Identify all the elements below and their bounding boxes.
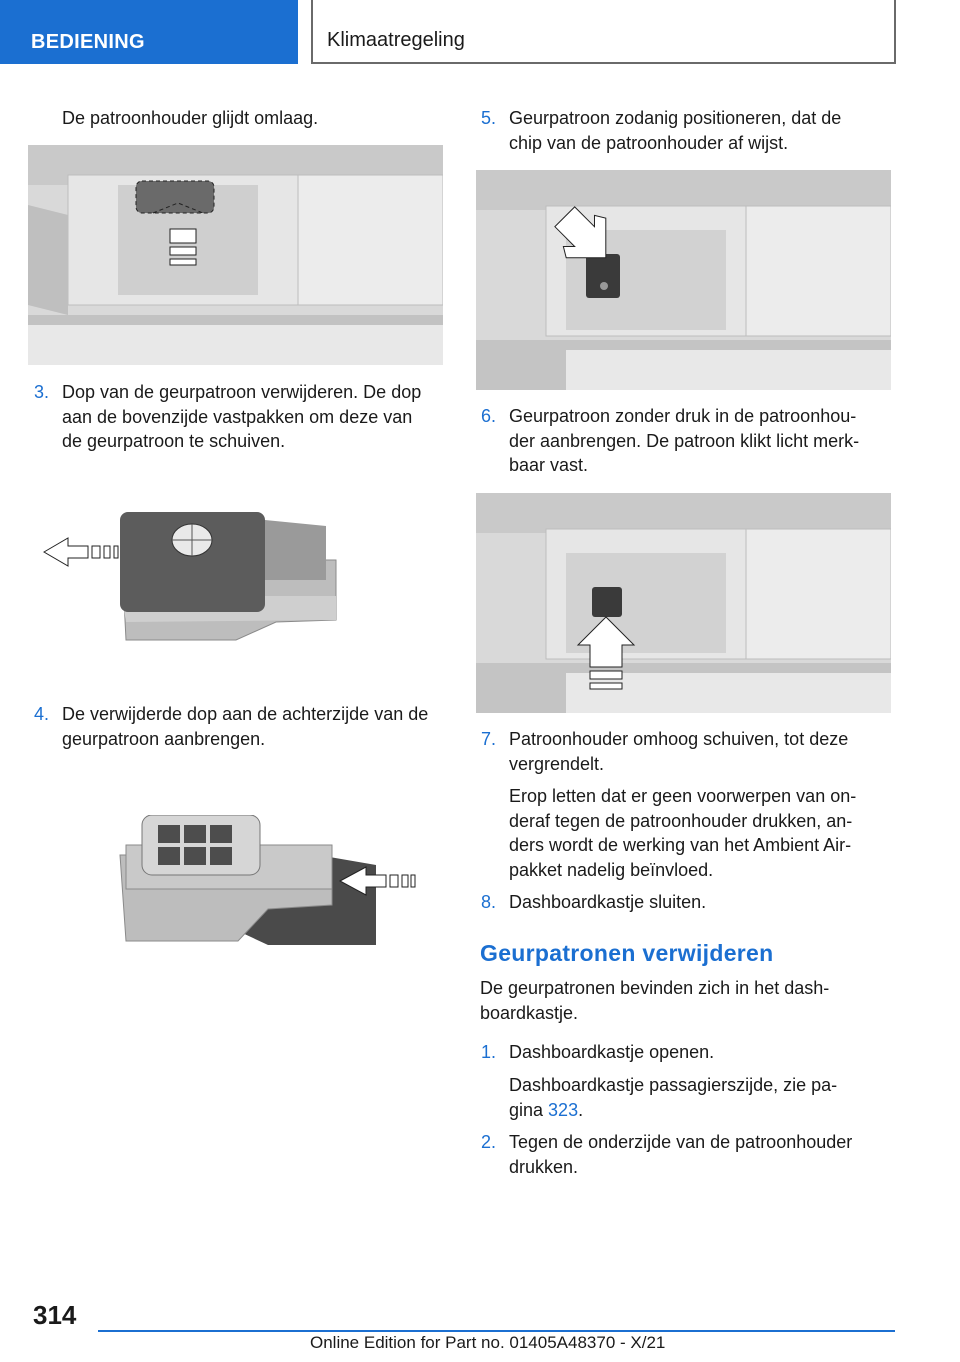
step-number: 2. (481, 1132, 497, 1152)
page-number: 314 (33, 1300, 77, 1330)
step-text: Dop van de geurpatroon verwijderen. De dop aan de bovenzijde vastpakken om deze van de geurpatroon te schuiven. (62, 382, 422, 451)
step-number: 1. (481, 1042, 497, 1062)
step-text: Dashboardkastje openen. (509, 1042, 715, 1062)
figure-position-cartridge (476, 170, 891, 390)
section-tab: BEDIENING (0, 0, 298, 64)
step-text: Dashboardkastje sluiten. (509, 892, 707, 912)
step-text: Geurpatroon zodanig positioneren, dat de chip van de patroonhouder af wijst. (509, 108, 842, 153)
figure-insert-cartridge (476, 493, 891, 713)
chapter-title: Klimaatregeling (311, 0, 896, 64)
step-number: 8. (481, 892, 497, 912)
step-text: De verwijderde dop aan de achterzijde van de geurpatroon aanbrengen. (62, 704, 429, 749)
step-number: 5. (481, 108, 497, 128)
figure-remove-cap (36, 500, 346, 650)
step-note: Erop letten dat er geen voorwerpen van on- deraf tegen de patroonhouder drukken, an- ders wordt de werking van het Ambient Air- pakket nadelig beïnvloed. (509, 786, 857, 880)
step-text: Geurpatroon zonder druk in de patroonhou- der aanbrengen. De patroon klikt licht merk- baar vast. (509, 406, 860, 475)
step-note: Dashboardkastje passagierszijde, zie pa- gina 323. (509, 1075, 838, 1120)
step-number: 4. (34, 704, 50, 724)
step-text: Patroonhouder omhoog schuiven, tot deze vergrendelt. (509, 729, 849, 774)
intro-text: De patroonhouder glijdt omlaag. (62, 108, 319, 128)
section-intro: De geurpatronen bevinden zich in het dash- boardkastje. (480, 978, 830, 1023)
page-link[interactable]: 323 (548, 1099, 579, 1120)
footer-divider (98, 1330, 895, 1332)
step-number: 6. (481, 406, 497, 426)
figure-attach-cap (118, 815, 418, 955)
step-number: 7. (481, 729, 497, 749)
footer-edition: Online Edition for Part no. 01405A48370 - X/21 (310, 1333, 666, 1352)
step-number: 3. (34, 382, 50, 402)
section-heading: Geurpatronen verwijderen (480, 940, 774, 966)
step-text: Tegen de onderzijde van de patroonhouder drukken. (509, 1132, 853, 1177)
figure-holder-slides-down (28, 145, 443, 365)
